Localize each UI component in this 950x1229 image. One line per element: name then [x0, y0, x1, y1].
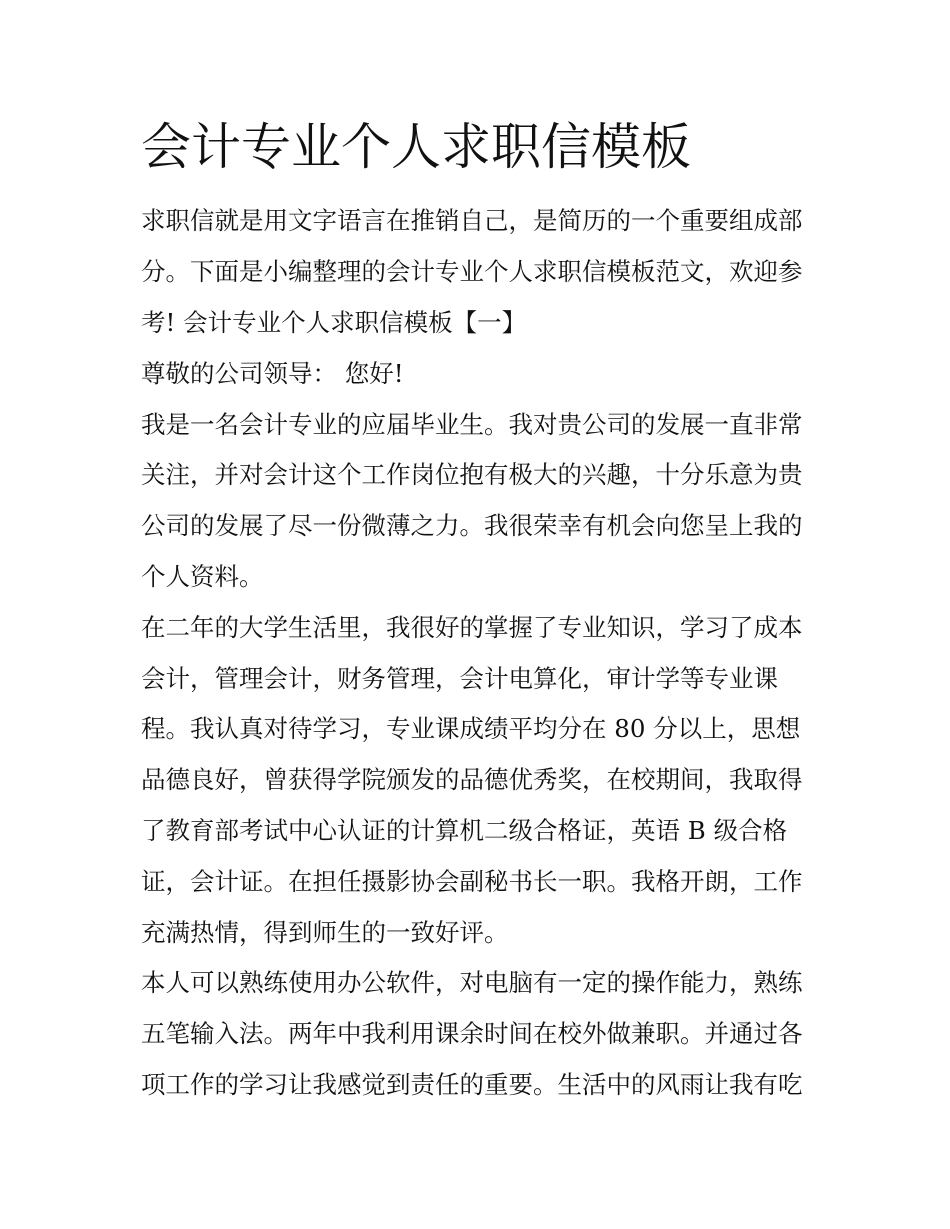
body-line: 考! 会计专业个人求职信模板【一】 [141, 308, 527, 337]
body-line: 会计，管理会计，财务管理，会计电算化，审计学等专业课 [141, 664, 778, 693]
body-line: 充满热情，得到师生的一致好评。 [141, 918, 509, 947]
body-line: 了教育部考试中心认证的计算机二级合格证，英语 B 级合格 [141, 816, 788, 845]
body-line: 公司的发展了尽一份微薄之力。我很荣幸有机会向您呈上我的 [141, 511, 803, 540]
body-line: 分。下面是小编整理的会计专业个人求职信模板范文，欢迎参 [141, 257, 803, 286]
body-line: 程。我认真对待学习，专业课成绩平均分在 80 分以上，思想 [141, 714, 801, 743]
document-title: 会计专业个人求职信模板 [141, 118, 691, 176]
salutation-line: 尊敬的公司领导： 您好! [141, 359, 404, 388]
body-line: 五笔输入法。两年中我利用课余时间在校外做兼职。并通过各 [141, 1019, 803, 1048]
body-line: 求职信就是用文字语言在推销自己，是简历的一个重要组成部 [141, 206, 803, 235]
body-line: 关注，并对会计这个工作岗位抱有极大的兴趣，十分乐意为贵 [141, 460, 803, 489]
body-line: 个人资料。 [141, 562, 264, 591]
body-line: 项工作的学习让我感觉到责任的重要。生活中的风雨让我有吃 [141, 1070, 803, 1099]
body-line: 品德良好，曾获得学院颁发的品德优秀奖，在校期间，我取得 [141, 765, 803, 794]
body-line: 我是一名会计专业的应届毕业生。我对贵公司的发展一直非常 [141, 410, 803, 439]
body-line: 在二年的大学生活里，我很好的掌握了专业知识，学习了成本 [141, 613, 803, 642]
body-line: 本人可以熟练使用办公软件，对电脑有一定的操作能力，熟练 [141, 968, 803, 997]
body-line: 证，会计证。在担任摄影协会副秘书长一职。我格开朗，工作 [141, 867, 803, 896]
